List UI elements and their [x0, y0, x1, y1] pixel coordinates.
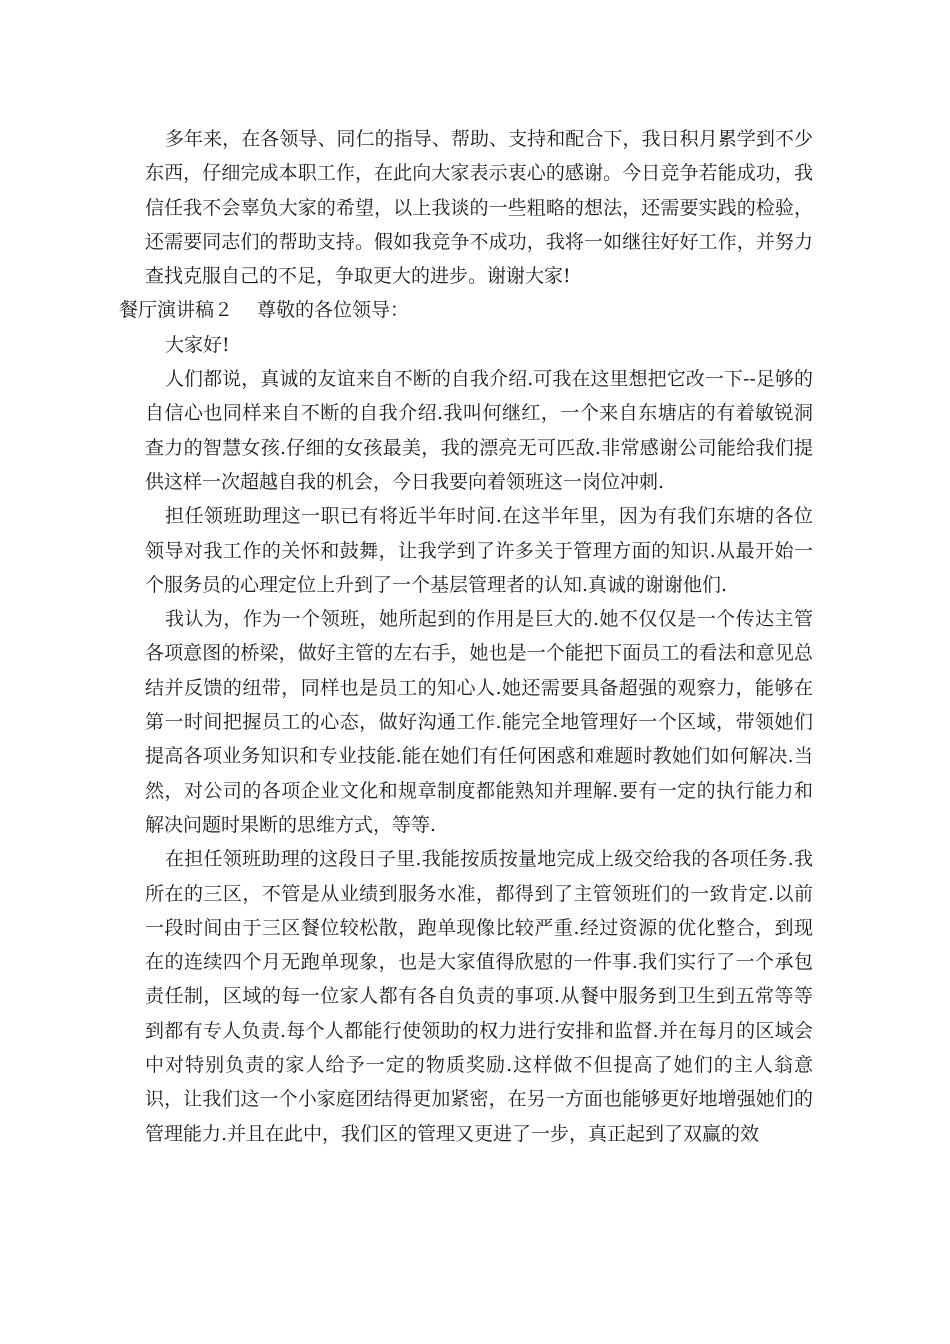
paragraph-role: 我认为，作为一个领班，她所起到的作用是巨大的.她不仅仅是一个传达主管各项意图的桥梁，做好主管的左右手，她也是一个能把下面员工的看法和意见总结并反馈的纽带，同样也是员工的知心人.她还需要具备超强的观察力，能够在第一时间把握员工的心态，做好沟通工作.能完全地管理好一个区域，带领她们提高各项业务知识和专业技能.能在她们有任何困惑和难题时教她们如何解决.当然，对公司的各项企业文化和规章制度都能熟知并理解.要有一定的执行能力和解决问题时果断的思维方式，等等. [145, 608, 813, 836]
salutation: 尊敬的各位领导： [257, 299, 410, 322]
closing-paragraph: 多年来，在各领导、同仁的指导、帮助、支持和配合下，我日积月累学到不少东西，仔细完成本职工作，在此向大家表示衷心的感谢。今日竞争若能成功，我信任我不会辜负大家的希望，以上我谈的一些粗略的想法，还需要实践的检验，还需要同志们的帮助支持。假如我竞争不成功，我将一如继往好好工作，并努力查找克服自己的不足，争取更大的进步。谢谢大家! [145, 128, 813, 288]
document-body [119, 122, 813, 1151]
speech-title: 餐厅演讲稿２ [119, 299, 234, 322]
paragraph-experience: 担任领班助理这一职已有将近半年时间.在这半年里，因为有我们东塘的各位领导对我工作的关怀和鼓舞，让我学到了许多关于管理方面的知识.从最开始一个服务员的心理定位上升到了一个基层管理者的认知.真诚的谢谢他们. [145, 505, 813, 596]
paragraph-achievements: 在担任领班助理的这段日子里.我能按质按量地完成上级交给我的各项任务.我所在的三区，不管是从业绩到服务水准，都得到了主管领班们的一致肯定.以前一段时间由于三区餐位较松散，跑单现像比较严重.经过资源的优化整合，到现在的连续四个月无跑单现象，也是大家值得欣慰的一件事.我们实行了一个承包责任制，区域的每一位家人都有各自负责的事项.从餐中服务到卫生到五常等等到都有专人负责.每个人都能行使领助的权力进行安排和监督.并在每月的区域会中对特别负责的家人给予一定的物质奖励.这样做不但提高了她们的主人翁意识，让我们这一个小家庭团结得更加紧密，在另一方面也能够更好地增强她们的管理能力.并且在此中，我们区的管理又更进了一步，真正起到了双赢的效 [145, 848, 813, 1145]
paragraph-introduction: 人们都说，真诚的友谊来自不断的自我介绍.可我在这里想把它改一下--足够的自信心也同样来自不断的自我介绍.我叫何继红，一个来自东塘店的有着敏锐洞查力的智慧女孩.仔细的女孩最美，我的漂亮无可匹敌.非常感谢公司能给我们提供这样一次超越自我的机会，今日我要向着领班这一岗位冲刺. [145, 368, 813, 493]
greeting: 大家好! [165, 333, 230, 356]
speech-heading [119, 293, 813, 327]
